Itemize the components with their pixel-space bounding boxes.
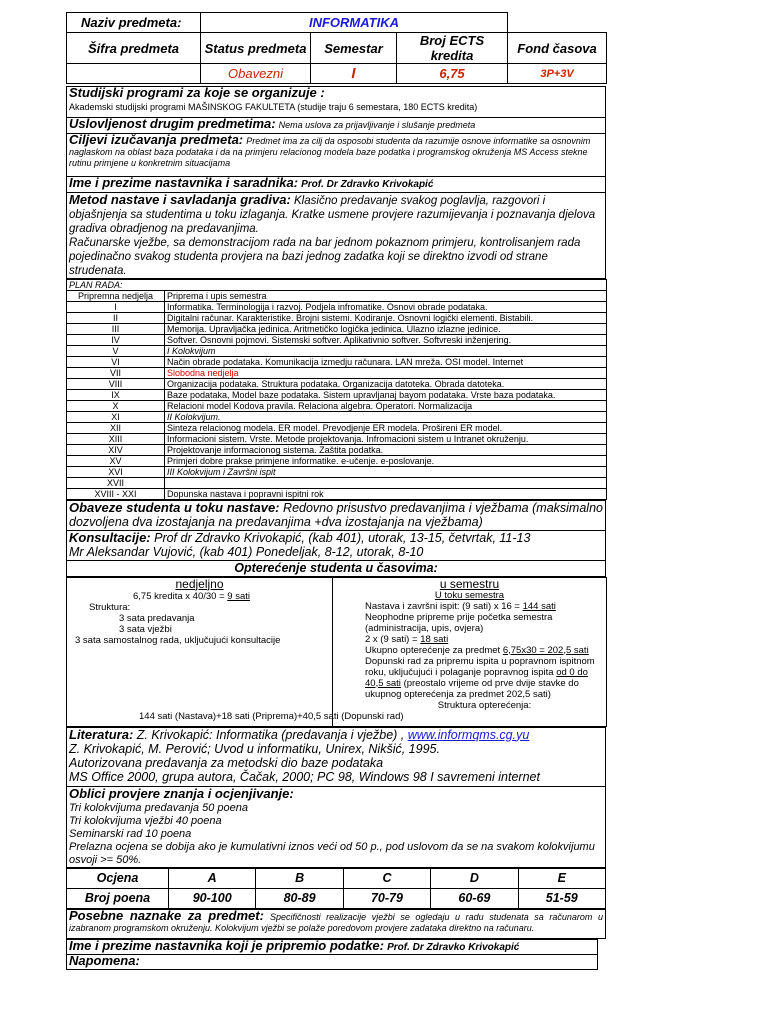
napomena-title: Napomena: <box>69 953 140 968</box>
plan-topic: III Kolokvijum i Završni ispit <box>165 466 607 477</box>
plan-week: III <box>67 323 165 334</box>
plan-row <box>67 488 607 499</box>
oblici-line-1: Tri kolokvijuma predavanja 50 poena <box>69 801 248 814</box>
points-c: 70-79 <box>343 888 430 908</box>
grade-a: A <box>169 868 256 888</box>
plan-row <box>67 334 607 345</box>
literatura-table <box>66 727 606 868</box>
plan-topic: Slobodna nedjelja <box>165 367 607 378</box>
opterecenje-table <box>66 577 607 727</box>
val-semestar: I <box>311 64 397 84</box>
plan-row <box>67 400 607 411</box>
plan-head-topic: Priprema i upis semestra <box>165 290 607 301</box>
plan-row <box>67 367 607 378</box>
struktura-opterecenja-value: 144 sati (Nastava)+18 sati (Priprema)+40,5 sati (Dopunski rad) <box>139 710 404 722</box>
points-b: 80-89 <box>256 888 343 908</box>
uslovljenost-text: Nema uslova za prijavljivanje i slušanje predmeta <box>278 120 476 130</box>
course-sheet <box>66 12 606 970</box>
grade-b: B <box>256 868 343 888</box>
val-fond: 3P+3V <box>508 64 607 84</box>
obaveze-title: Obaveze studenta u toku nastave: <box>69 499 280 515</box>
posebne-section <box>67 909 606 938</box>
plan-row <box>67 444 607 455</box>
plan-head-week: Pripremna nedjelja <box>67 290 165 301</box>
grade-d: D <box>431 868 518 888</box>
plan-week: VI <box>67 356 165 367</box>
pripreme-text: Neophodne pripreme prije početka semestra (administracija, upis, ovjera) <box>365 611 553 634</box>
oblici-line-4: Prelazna ocjena se dobija ako je kumulativni iznos veći od 50 p., pod uslovom da se na svakom kolokvijumu osvoji >= 50%. <box>69 840 595 866</box>
col-ects: Broj ECTS kredita <box>397 33 508 64</box>
plan-topic: Informatika. Terminologija i razvoj. Podjela infromatike. Osnovi obrade podataka. <box>165 301 607 312</box>
ukupno-value: 6,75x30 = 202,5 sati <box>502 644 589 656</box>
struktura-opterecenja-label: Struktura opterećenja: <box>437 699 532 711</box>
oblici-section <box>67 786 606 867</box>
plan-row <box>67 312 607 323</box>
nastavnik-section <box>67 177 606 193</box>
plan-week: IV <box>67 334 165 345</box>
plan-week: XI <box>67 411 165 422</box>
plan-topic: Informacioni sistem. Vrste. Metode projektovanja. Infromacioni sistem u Intranet okruženju. <box>165 433 607 444</box>
grade-c: C <box>343 868 430 888</box>
plan-row <box>67 422 607 433</box>
literatura-item-1: Z. Krivokapić: Informatika (predavanja i vježbe) , <box>136 727 405 742</box>
opterecenje-left <box>67 577 333 726</box>
plan-week: IX <box>67 389 165 400</box>
plan-row <box>67 477 607 488</box>
literatura-item-3: Autorizovana predavanja za metodski dio baze podataka <box>69 755 384 770</box>
points-d: 60-69 <box>431 888 518 908</box>
plan-row <box>67 378 607 389</box>
col-status: Status predmeta <box>201 33 311 64</box>
nastavnik-name: Prof. Dr Zdravko Krivokapić <box>301 179 434 190</box>
semestar-title: u semestru <box>439 576 500 591</box>
struktura-item-1: 3 sata predavanja <box>119 612 195 624</box>
plan-topic: Digitalni računar. Karakteristike. Brojni sistemi. Kodiranje. Osnovni logički elementi. Bistabili. <box>165 312 607 323</box>
plan-row <box>67 433 607 444</box>
naziv-value: INFORMATIKA <box>201 13 508 33</box>
plan-week: I <box>67 301 165 312</box>
plan-title: PLAN RADA: <box>67 279 607 290</box>
plan-topic: Baze podataka, Model baze podataka. Sistem upravljanaj bayom podataka. Vrste baza podataka. <box>165 389 607 400</box>
konsultacije-section <box>67 530 606 560</box>
nedjeljno-calc-value: 9 sati <box>227 590 250 602</box>
plan-topic: Organizacija podataka. Struktura podataka. Organizacija datoteka. Obrada datoteka. <box>165 378 607 389</box>
oblici-title: Oblici provjere znanja i ocjenjivanje: <box>69 785 294 801</box>
plan-topic: Dopunska nastava i popravni ispitni rok <box>165 488 607 499</box>
konsultacije-title: Konsultacije: <box>69 529 151 545</box>
posebne-table <box>66 909 606 939</box>
plan-week: XV <box>67 455 165 466</box>
course-header-table <box>66 12 607 84</box>
plan-topic: II Kolokvijum. <box>165 411 607 422</box>
points-label: Broj poena <box>67 888 169 908</box>
studijski-title: Studijski programi za koje se organizuje : <box>69 85 325 100</box>
plan-table <box>66 279 607 500</box>
pripremio-title: Ime i prezime nastavnika koji je pripremio podatke: <box>69 937 384 953</box>
metod-section <box>67 192 606 278</box>
literatura-section <box>67 727 606 786</box>
plan-topic: Memorija. Upravljačka jedinica. Aritmetičko logička jedinica. Ulazno izlazne jedinice. <box>165 323 607 334</box>
nastava-ispit: Nastava i završni ispit: (9 sati) x 16 = <box>365 600 520 612</box>
val-status: Obavezni <box>201 64 311 84</box>
grade-label: Ocjena <box>67 868 169 888</box>
konsultacije-line-1: Prof dr Zdravko Krivokapić, (kab 401), utorak, 13-15, četvrtak, 11-13 <box>154 530 531 545</box>
plan-topic: I Kolokvijum <box>165 345 607 356</box>
plan-topic: Primjeri dobre prakse primjene informatike. e-učenje. e-poslovanje. <box>165 455 607 466</box>
obaveze-section <box>67 500 606 530</box>
nedjeljno-title: nedjeljno <box>175 576 224 591</box>
samostalni-rad: 3 sata samostalnog rada, uključujući konsultacije <box>75 634 281 646</box>
literatura-item-2: Z. Krivokapić, M. Perović; Uvod u informatiku, Unirex, Nikšić, 1995. <box>69 741 440 756</box>
ciljevi-text: Predmet ima za cilj da osposobi studenta da razumije osnove informatike sa osnovnim naglaskom na oblast baza podataka i da na primjeru relacionog modela baze podatka i programskog okruženja MS Access stekne rutinu primjene u konkretnim situacijama <box>69 136 591 168</box>
col-semestar: Semestar <box>311 33 397 64</box>
plan-week: VIII <box>67 378 165 389</box>
plan-row <box>67 301 607 312</box>
plan-topic <box>165 477 607 488</box>
footer-table <box>66 939 598 971</box>
opterecenje-title: Opterećenje studenta u časovima: <box>67 560 606 576</box>
plan-week: XVI <box>67 466 165 477</box>
struktura-label: Struktura: <box>89 601 131 613</box>
val-ects: 6,75 <box>397 64 508 84</box>
points-a: 90-100 <box>169 888 256 908</box>
nastavnik-title: Ime i prezime nastavnika i saradnika: <box>69 175 299 190</box>
struktura-item-2: 3 sata vježbi <box>119 623 172 635</box>
plan-topic: Softver. Osnovni pojmovi. Sistemski softver. Aplikativnio softver. Softvreski inženjering. <box>165 334 607 345</box>
naziv-label: Naziv predmeta: <box>67 13 201 33</box>
plan-row <box>67 466 607 477</box>
semestar-subtitle: U toku semestra <box>434 589 505 601</box>
plan-week: X <box>67 400 165 411</box>
plan-week: XIV <box>67 444 165 455</box>
pripreme-calc-value: 18 sati <box>420 633 449 645</box>
pripremio-section <box>67 939 598 955</box>
plan-week: V <box>67 345 165 356</box>
plan-week: XVIII - XXI <box>67 488 165 499</box>
grade-e: E <box>518 868 605 888</box>
obaveze-text: Redovno prisustvo predavanjima i vježbama (maksimalno dozvoljena dva izostajanja na predavanjima +dva izostajanja na vježbama) <box>69 500 603 529</box>
dopunski-range: od 0 do 40,5 sati <box>365 666 588 689</box>
col-sifra: Šifra predmeta <box>67 33 201 64</box>
plan-row <box>67 345 607 356</box>
val-sifra <box>67 64 201 84</box>
plan-topic: Projektovanje informacionog sistema. Zaštita podatka. <box>165 444 607 455</box>
oblici-line-2: Tri kolokvijuma vježbi 40 poena <box>69 814 222 827</box>
plan-topic: Način obrade podataka. Komunikacija izmedju računara. LAN mreža. OSI model. Internet <box>165 356 607 367</box>
studijski-text: Akademski studijski programi MAŠINSKOG FAKULTETA (studije traju 6 semestara, 180 ECTS kredita) <box>69 101 478 112</box>
plan-week: XVII <box>67 477 165 488</box>
plan-row <box>67 389 607 400</box>
studijski-section <box>67 87 606 118</box>
ukupno-label: Ukupno opterećenje za predmet <box>365 644 501 656</box>
plan-row <box>67 455 607 466</box>
metod-title: Metod nastave i savladanja gradiva: <box>69 191 291 207</box>
uslovljenost-title: Uslovljenost drugim predmetima: <box>69 116 276 131</box>
plan-week: II <box>67 312 165 323</box>
grade-table <box>66 868 606 909</box>
napomena-section <box>67 955 598 970</box>
plan-topic: Sinteza relacionog modela. ER model. Prevodjenje ER modela. Prošireni ER model. <box>165 422 607 433</box>
dopunski-note: (preostalo vrijeme od prve dvije stavke do ukupnog opterećenja za predmet 202,5 sati) <box>365 677 579 700</box>
pripreme-calc: 2 x (9 sati) = <box>365 633 418 645</box>
konsultacije-line-2: Mr Aleksandar Vujović, (kab 401) Ponedeljak, 8-12, utorak, 8-10 <box>69 544 424 559</box>
literatura-link[interactable]: www.informqms.cg.yu <box>407 727 530 742</box>
plan-week: VII <box>67 367 165 378</box>
plan-week: XII <box>67 422 165 433</box>
posebne-title: Posebne naznake za predmet: <box>69 907 264 923</box>
obaveze-table <box>66 500 606 577</box>
posebne-text: Specifičnosti realizacije vježbi se ogledaju u radu studenata sa računarom u izabranom programskom okruženju. Kolokvijum vježbi se polaže poredovom provjere zadataka direktno na računaru. <box>69 911 603 933</box>
plan-row <box>67 356 607 367</box>
metod-text-1: Klasično predavanje svakog poglavlja, razgovori i objašnjenja sa studentima u toku izlaganja. Kratke usmene provjere razumijevanja i poznavanja djelova gradiva obradjenog na predavanjima. <box>69 194 596 235</box>
oblici-line-3: Seminarski rad 10 poena <box>69 827 192 840</box>
ciljevi-section <box>67 134 606 177</box>
plan-row <box>67 323 607 334</box>
ciljevi-title: Ciljevi izučavanja predmeta: <box>69 132 244 147</box>
metod-text-2: Računarske vježbe, sa demonstracijom rada na bar jednom pokaznom primjeru, kontrolisanjem rada pojedinačno svakog studenta provjera na bazi jednog zadatka koji se direktno izvodi od strane strudenata. <box>69 236 581 277</box>
plan-row <box>67 411 607 422</box>
plan-topic: Relacioni model Kodova pravila. Relaciona algebra. Operatori. Normalizacija <box>165 400 607 411</box>
literatura-title: Literatura: <box>69 726 134 742</box>
nastava-ispit-value: 144 sati <box>522 600 556 612</box>
literatura-item-4: MS Office 2000, grupa autora, Čačak, 2000; PC 98, Windows 98 I savremeni internet <box>69 769 540 784</box>
nedjeljno-calc: 6,75 kredita x 40/30 = <box>133 590 225 602</box>
course-body-table <box>66 86 606 279</box>
points-e: 51-59 <box>518 888 605 908</box>
plan-week: XIII <box>67 433 165 444</box>
col-fond: Fond časova <box>508 33 607 64</box>
dopunski-text: Dopunski rad za pripremu ispita u popravnom ispitnom roku, uključujući i polaganje popravnog ispita <box>365 655 595 678</box>
pripremio-name: Prof. Dr Zdravko Krivokapić <box>387 941 520 953</box>
